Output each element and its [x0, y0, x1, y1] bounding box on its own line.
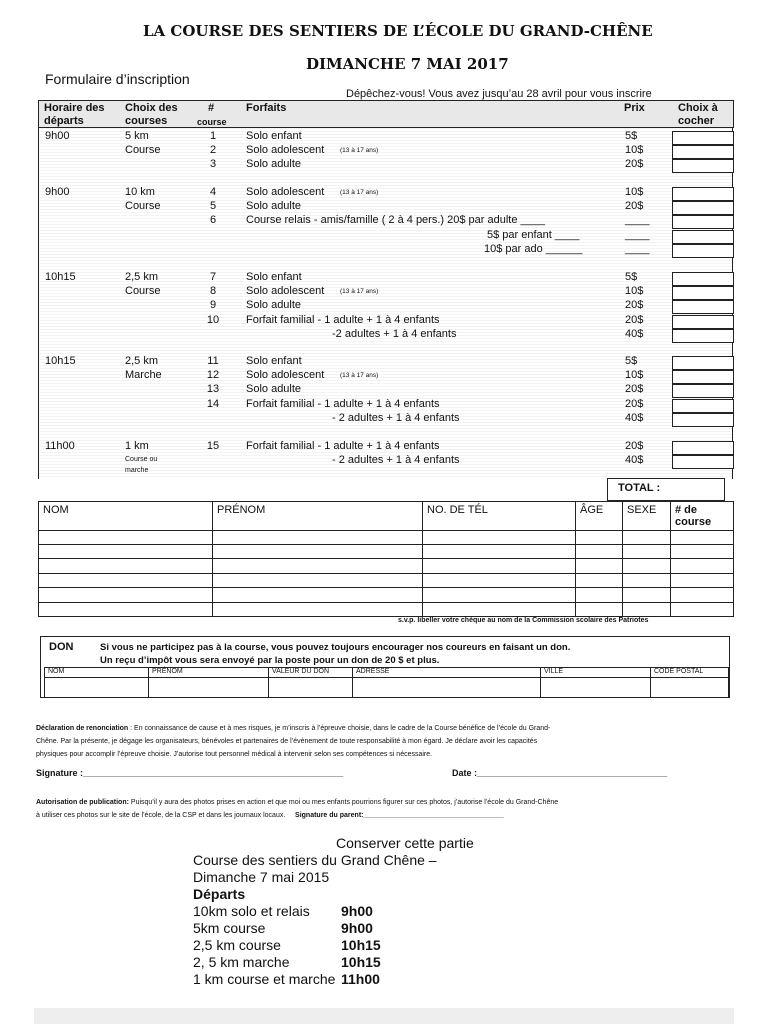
- race-number: 11: [207, 355, 219, 367]
- participant-col-header: NOM: [43, 504, 69, 516]
- choice-checkbox[interactable]: [672, 370, 734, 384]
- don-input[interactable]: [149, 678, 267, 696]
- choice-checkbox[interactable]: [672, 159, 734, 173]
- event-date: DIMANCHE 7 MAI 2017: [306, 55, 509, 73]
- age-note: (13 à 17 ans): [340, 288, 379, 296]
- departure-label: 5km course: [193, 920, 266, 936]
- forfait-label: Solo enfant: [246, 271, 302, 283]
- group-type: Course: [125, 200, 161, 213]
- race-number: 12: [206, 369, 220, 382]
- don-col-header: NOM: [48, 668, 65, 675]
- participant-col-header: SEXE: [627, 504, 657, 516]
- group-time: 9h00: [45, 186, 70, 198]
- forfait-label: -2 adultes + 1 à 4 enfants: [332, 327, 457, 340]
- keep-title: Conserver cette partie: [336, 835, 474, 851]
- deadline-notice: Dépêchez-vous! Vous avez jusqu’au 28 avril pour vous inscrire: [346, 88, 652, 100]
- price: 10$: [625, 144, 644, 157]
- group-distance: 2,5 km: [125, 271, 159, 283]
- col-num-sub: course: [197, 117, 227, 127]
- forfait-label: Solo adolescent: [246, 285, 325, 298]
- keep-line1: Course des sentiers du Grand Chêne –: [193, 852, 437, 868]
- departure-label: 2, 5 km marche: [193, 954, 290, 970]
- choice-checkbox[interactable]: [672, 413, 734, 427]
- choice-checkbox[interactable]: [672, 399, 734, 413]
- keep-line2: Dimanche 7 mai 2015: [193, 869, 330, 885]
- group-type: Course: [125, 144, 161, 157]
- participant-col-header: PRÉNOM: [217, 504, 266, 516]
- race-number: 10: [206, 313, 220, 326]
- group-type: Course ou marche: [125, 456, 158, 475]
- participant-row-input[interactable]: [40, 545, 732, 557]
- price: 40$: [625, 327, 644, 340]
- price: 10$: [625, 369, 644, 382]
- race-number: 3: [209, 158, 217, 171]
- don-input[interactable]: [353, 678, 539, 696]
- race-number: 14: [206, 397, 220, 410]
- cheque-note: s.v.p. libeller votre chèque au nom de la Commission scolaire des Patriotes: [398, 617, 649, 624]
- price: 20$: [625, 397, 644, 410]
- choice-checkbox[interactable]: [672, 145, 734, 159]
- participant-row-input[interactable]: [40, 588, 732, 600]
- group-distance: 5 km: [125, 130, 149, 142]
- price: 5$: [625, 271, 638, 283]
- group-distance: 1 km: [125, 440, 149, 452]
- departure-time: 11h00: [341, 971, 380, 987]
- choice-checkbox[interactable]: [672, 272, 734, 286]
- col-prix: Prix: [624, 102, 645, 114]
- participant-col-header: NO. DE TÉL: [427, 504, 488, 516]
- departure-time: 9h00: [341, 920, 373, 936]
- price: 5$: [625, 355, 638, 367]
- price: 40$: [625, 454, 644, 467]
- don-col-header: VILLE: [544, 668, 564, 675]
- participant-row-input[interactable]: [40, 531, 732, 543]
- choice-checkbox[interactable]: [672, 215, 734, 229]
- race-number: 2: [209, 144, 217, 157]
- don-label: DON: [49, 641, 74, 653]
- price: ____: [625, 242, 650, 255]
- participant-col-header: # de course: [675, 504, 712, 528]
- forfait-label: Forfait familial - 1 adulte + 1 à 4 enfants: [246, 440, 440, 452]
- price: 40$: [625, 411, 644, 424]
- departure-label: 10km solo et relais: [193, 903, 310, 919]
- forfait-label: Solo adolescent: [246, 186, 325, 198]
- race-number: 1: [209, 130, 217, 142]
- departure-label: 2,5 km course: [193, 937, 281, 953]
- race-number: 8: [209, 285, 217, 298]
- participant-row-input[interactable]: [40, 559, 732, 571]
- choice-checkbox[interactable]: [672, 384, 734, 398]
- declaration-line1: : En connaissance de cause et à mes risques, je m’inscris à l’épreuve choisie, dans le cadre de la Course bénéfice de l’école du Grand-: [128, 725, 551, 732]
- forfait-label: Forfait familial - 1 adulte + 1 à 4 enfants: [246, 313, 440, 326]
- autorisation-line1: Puisqu’il y aura des photos prises en action et que moi ou mes enfants pourrions figurer sur ces photos, j’autorise l’école du Grand-Chêne: [128, 799, 559, 806]
- departure-item: [193, 903, 493, 920]
- don-col-header: ADRESSE: [356, 668, 390, 675]
- form-label: Formulaire d’inscription: [45, 71, 190, 87]
- forfait-label: 10$ par ado ______: [484, 242, 583, 255]
- don-col-header: VALEUR DU DON: [272, 668, 330, 675]
- keep-section: [193, 852, 493, 988]
- row-divider: [38, 602, 734, 603]
- departure-item: [193, 954, 493, 971]
- parent-signature-field[interactable]: Signature du parent:____________________________________: [295, 812, 504, 819]
- col-forfaits: Forfaits: [246, 102, 287, 114]
- forfait-label: Solo adulte: [246, 383, 302, 396]
- participant-row-input[interactable]: [40, 574, 732, 586]
- forfait-label: Solo adolescent: [246, 369, 325, 382]
- col-horaire: Horaire des départs: [44, 102, 105, 127]
- price: 20$: [625, 158, 644, 171]
- price: 10$: [625, 186, 644, 198]
- group-time: 9h00: [45, 130, 70, 142]
- departure-time: 10h15: [341, 954, 381, 970]
- choice-checkbox[interactable]: [672, 230, 734, 244]
- price: ____: [625, 214, 650, 227]
- departure-item: [193, 971, 493, 988]
- forfait-label: 5$ par enfant ____: [487, 228, 580, 241]
- forfait-label: Course relais - amis/famille ( 2 à 4 pers.) 20$ par adulte ____: [246, 214, 545, 227]
- forfait-label: Solo adulte: [246, 200, 302, 213]
- age-note: (13 à 17 ans): [340, 189, 379, 196]
- group-type: Marche: [125, 369, 162, 382]
- forfait-label: Solo adulte: [246, 299, 302, 312]
- choice-checkbox[interactable]: [672, 201, 734, 215]
- departure-time: 10h15: [341, 937, 381, 953]
- forfait-label: Solo adolescent: [246, 144, 325, 157]
- declaration-line2: Chêne. Par la présente, je dégage les organisateurs, bénévoles et partenaires de l’évènement de toute responsabilité à mon égard. Je déclare avoir les capacités: [36, 738, 538, 745]
- departure-item: [193, 920, 493, 937]
- declaration-line3: physiques pour accomplir l’épreuve choisie. J’autorise tout personnel médical à intervenir selon ses compétences si nécessaire.: [36, 751, 433, 758]
- forfait-label: Solo adulte: [246, 158, 302, 171]
- group-distance: 10 km: [125, 186, 155, 198]
- forfait-label: Solo enfant: [246, 130, 302, 142]
- keep-departs: Départs: [193, 886, 246, 902]
- price: 20$: [625, 383, 644, 396]
- choice-checkbox[interactable]: [672, 329, 734, 343]
- declaration-label: Déclaration de renonciation: [36, 725, 129, 732]
- age-note: (13 à 17 ans): [340, 147, 379, 155]
- group-type: Course: [125, 285, 161, 298]
- total-label: TOTAL :: [618, 482, 661, 494]
- price: 20$: [625, 313, 644, 326]
- race-number: 6: [209, 214, 217, 227]
- choice-checkbox[interactable]: [672, 455, 734, 469]
- don-line2: Un reçu d’impôt vous sera envoyé par la poste pour un don de 20 $ et plus.: [100, 655, 440, 666]
- race-number: 13: [206, 383, 220, 396]
- don-col-header: PRÉNOM: [152, 668, 183, 675]
- departure-label: 1 km course et marche: [193, 971, 336, 987]
- forfait-label: - 2 adultes + 1 à 4 enfants: [332, 411, 460, 424]
- don-col-header: CODE POSTAL: [654, 668, 704, 675]
- choice-checkbox[interactable]: [672, 356, 734, 370]
- price: 20$: [625, 200, 644, 213]
- choice-checkbox[interactable]: [672, 244, 734, 258]
- race-number: 4: [209, 186, 217, 198]
- autorisation: [36, 796, 736, 822]
- date-field[interactable]: Date :______________________________________: [452, 768, 668, 778]
- race-number: 7: [209, 271, 217, 283]
- forfait-label: - 2 adultes + 1 à 4 enfants: [332, 454, 460, 467]
- departure-item: [193, 937, 493, 954]
- race-number: 9: [209, 299, 217, 312]
- price: ____: [625, 228, 650, 241]
- forfait-label: Forfait familial - 1 adulte + 1 à 4 enfants: [246, 397, 440, 410]
- group-time: 11h00: [45, 440, 75, 452]
- declaration: [36, 722, 736, 761]
- don-input[interactable]: [269, 678, 351, 696]
- col-cocher: Choix à cocher: [678, 102, 718, 127]
- price: 10$: [625, 285, 644, 298]
- don-input[interactable]: [651, 678, 727, 696]
- participant-col-header: ÂGE: [580, 504, 604, 516]
- page-title: LA COURSE DES SENTIERS DE L’ÉCOLE DU GRAND-CHÊNE: [143, 22, 653, 40]
- price: 5$: [625, 130, 638, 142]
- choice-checkbox[interactable]: [672, 315, 734, 329]
- autorisation-label: Autorisation de publication:: [36, 799, 129, 806]
- autorisation-line2: à utiliser ces photos sur le site de l’école, de la CSP et dans les journaux locaux.: [36, 812, 286, 819]
- choice-checkbox[interactable]: [672, 441, 734, 455]
- choice-checkbox[interactable]: [672, 286, 734, 300]
- don-row-bottom: [44, 697, 728, 698]
- race-number: 5: [209, 200, 217, 213]
- forfait-label: Solo enfant: [246, 355, 302, 367]
- group-distance: 2,5 km: [125, 355, 159, 367]
- group-time: 10h15: [45, 355, 76, 367]
- signature-field[interactable]: Signature :____________________________________________________: [36, 768, 344, 778]
- race-number: 15: [206, 440, 220, 452]
- col-num: #: [208, 102, 215, 114]
- group-time: 10h15: [45, 271, 76, 283]
- departure-time: 9h00: [341, 903, 373, 919]
- choice-checkbox[interactable]: [672, 131, 734, 145]
- don-input[interactable]: [541, 678, 649, 696]
- price: 20$: [625, 299, 644, 312]
- don-input[interactable]: [45, 678, 147, 696]
- col-choix: Choix des courses: [125, 102, 178, 127]
- don-col-divider: [728, 667, 729, 697]
- age-note: (13 à 17 ans): [340, 372, 379, 380]
- choice-checkbox[interactable]: [672, 300, 734, 314]
- choice-checkbox[interactable]: [672, 187, 734, 201]
- don-line1: Si vous ne participez pas à la course, vous pouvez toujours encourager nos coureurs en faisant un don.: [100, 642, 571, 653]
- price: 20$: [625, 440, 644, 452]
- footer-band: [34, 1008, 734, 1024]
